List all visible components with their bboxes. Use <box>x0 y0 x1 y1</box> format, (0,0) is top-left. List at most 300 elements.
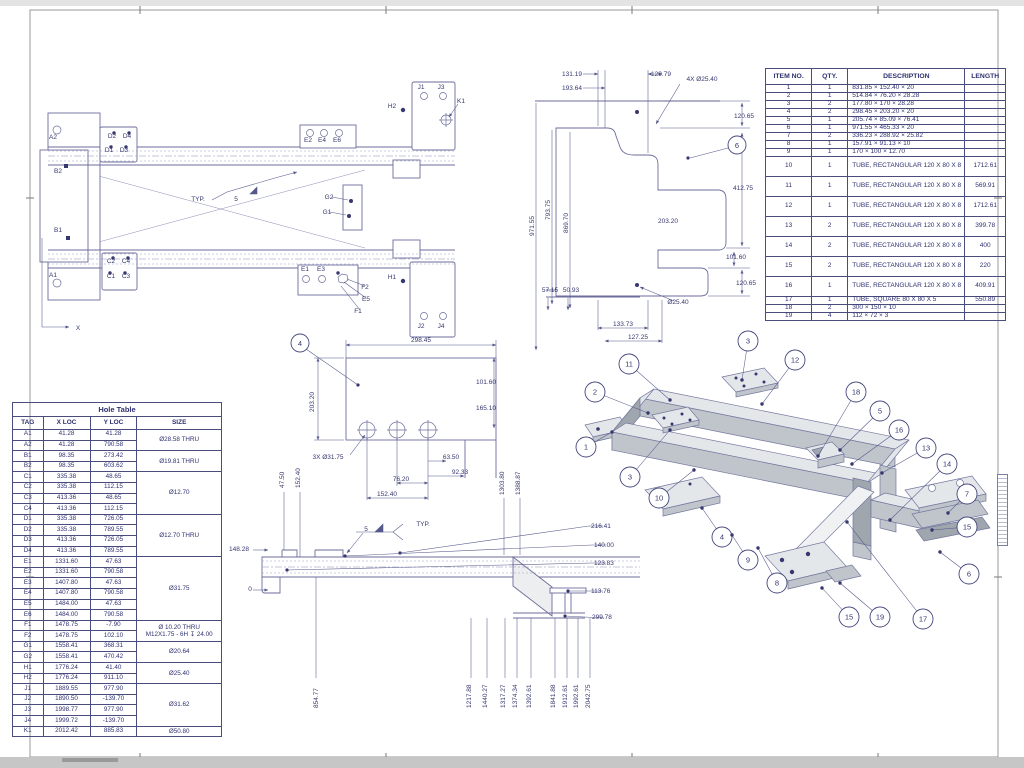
balloon-number: 1 <box>583 442 589 452</box>
bom-cell: TUBE, RECTANGULAR 120 X 80 X 8 <box>848 277 965 297</box>
hole-cell: 726.05 <box>90 514 137 525</box>
bom-cell: 17 <box>766 297 812 305</box>
bom-cell: TUBE, SQUARE 80 X 80 X 5 <box>848 297 965 305</box>
dim-label: 152.40 <box>377 491 397 498</box>
hole-cell: 47.63 <box>90 599 137 610</box>
hole-size-cell: Ø31.75 <box>137 557 222 621</box>
hole-cell: 112.15 <box>90 504 137 515</box>
dim-label: G2 <box>324 194 334 201</box>
hole-cell: 98.35 <box>43 461 90 472</box>
bom-cell: 300 × 150 × 10 <box>848 305 965 313</box>
hole-cell: D4 <box>13 546 44 557</box>
bom-cell: 13 <box>766 217 812 237</box>
bom-cell: TUBE, RECTANGULAR 120 X 80 X 8 <box>848 257 965 277</box>
bom-cell <box>965 117 1006 125</box>
dim-label: F2 <box>361 284 369 291</box>
bom-cell <box>965 313 1006 321</box>
balloon-number: 7 <box>964 489 970 499</box>
dim-label: 4X Ø25.40 <box>686 76 718 83</box>
hole-cell: 1890.50 <box>43 694 90 705</box>
hole-row <box>13 557 222 568</box>
dim-label: 140.00 <box>594 542 614 549</box>
dim-label: K1 <box>457 98 465 105</box>
hole-cell: 41.28 <box>43 440 90 451</box>
hole-size-cell: Ø 10.20 THRU M12X1.75 - 6H ↧ 24.00 <box>137 620 222 641</box>
bom-cell: 400 <box>965 237 1006 257</box>
bom-cell: 1 <box>812 297 848 305</box>
dim-label: J4 <box>437 323 445 330</box>
dim-label: B2 <box>54 168 62 175</box>
balloon-leader-dot <box>668 428 671 431</box>
bom-row <box>766 313 1006 321</box>
bom-cell <box>965 133 1006 141</box>
bom-header: LENGTH <box>965 69 1006 85</box>
bom-row <box>766 217 1006 237</box>
dim-label: 412.75 <box>733 185 753 192</box>
hole-cell: 885.83 <box>90 726 137 737</box>
hole-header: Y LOC <box>90 417 137 430</box>
hole-cell: 1889.55 <box>43 684 90 695</box>
dim-label: J3 <box>437 84 445 91</box>
hole-cell: 112.15 <box>90 482 137 493</box>
balloon-leader-dot <box>838 581 841 584</box>
dim-label: 113.76 <box>591 588 611 595</box>
bom-row <box>766 257 1006 277</box>
dim-label: B1 <box>54 227 62 234</box>
hole-cell: 335.38 <box>43 514 90 525</box>
dim-label: 2042.75 <box>585 684 592 708</box>
bom-cell <box>965 141 1006 149</box>
dim-label: 203.20 <box>309 392 316 412</box>
balloon-number: 3 <box>627 472 633 482</box>
dim-label: H1 <box>387 274 397 281</box>
hole-cell: 413.36 <box>43 493 90 504</box>
hole-cell: A2 <box>13 440 44 451</box>
dim-label: D3 <box>119 147 129 154</box>
bom-cell: 2 <box>812 101 848 109</box>
balloon-leader-dot <box>760 402 763 405</box>
dim-label: J2 <box>417 323 425 330</box>
bom-cell: TUBE, RECTANGULAR 120 X 80 X 8 <box>848 157 965 177</box>
dim-label: 5 <box>234 196 238 203</box>
hole-cell: 335.38 <box>43 482 90 493</box>
balloon-number: 10 <box>654 493 664 503</box>
dim-label: 63.50 <box>442 454 460 461</box>
balloon-leader-dot <box>816 454 819 457</box>
view-isometric-assembly <box>560 330 1010 645</box>
dim-label: 1217.88 <box>466 684 473 708</box>
dim-label: 1912.61 <box>562 684 569 708</box>
dim-label: 299.78 <box>592 614 612 621</box>
bom-cell <box>965 305 1006 313</box>
bom-cell: TUBE, RECTANGULAR 120 X 80 X 8 <box>848 217 965 237</box>
bom-cell: 18 <box>766 305 812 313</box>
hole-cell: 1558.41 <box>43 641 90 652</box>
balloon-number: 18 <box>851 387 861 397</box>
hole-cell: B1 <box>13 451 44 462</box>
dim-label: D1 <box>104 147 114 154</box>
hole-cell: D3 <box>13 535 44 546</box>
hole-row <box>13 641 222 652</box>
bom-cell: 1 <box>812 177 848 197</box>
balloon-leader-dot <box>930 528 933 531</box>
hole-header: SIZE <box>137 417 222 430</box>
dim-label: E2 <box>304 137 312 144</box>
hole-row <box>13 726 222 737</box>
bom-cell: 19 <box>766 313 812 321</box>
balloon-leader-dot <box>646 411 649 414</box>
hole-cell: 603.62 <box>90 461 137 472</box>
hole-cell: 977.90 <box>90 684 137 695</box>
dim-label: 1392.61 <box>526 684 533 708</box>
bom-cell: 177.80 × 170 × 28.28 <box>848 101 965 109</box>
hole-cell: 790.58 <box>90 440 137 451</box>
bom-header: DESCRIPTION <box>848 69 965 85</box>
bom-cell: TUBE, RECTANGULAR 120 X 80 X 8 <box>848 197 965 217</box>
hole-cell: 1478.75 <box>43 620 90 631</box>
hole-cell: D2 <box>13 525 44 536</box>
balloon-leader-dot <box>740 378 743 381</box>
hole-cell: A1 <box>13 430 44 441</box>
view-plate-dimensioned <box>528 58 768 358</box>
top-edge <box>0 0 1024 6</box>
bom-cell: 1 <box>812 93 848 101</box>
hole-size-cell: Ø12.70 <box>137 472 222 514</box>
bom-cell: 971.55 × 465.33 × 20 <box>848 125 965 133</box>
hole-cell: 790.58 <box>90 588 137 599</box>
hole-row <box>13 514 222 525</box>
dim-label: 101.60 <box>726 254 746 261</box>
dim-label: C3 <box>121 273 131 280</box>
hole-cell: C3 <box>13 493 44 504</box>
balloon-number: 13 <box>921 443 931 453</box>
hole-cell: -139.70 <box>90 694 137 705</box>
hole-cell: E4 <box>13 588 44 599</box>
bom-cell: 4 <box>812 313 848 321</box>
hole-cell: 368.31 <box>90 641 137 652</box>
hole-cell: 1776.24 <box>43 673 90 684</box>
bottom-edge <box>0 757 1024 768</box>
bom-cell: 2 <box>812 237 848 257</box>
hole-cell: 977.90 <box>90 705 137 716</box>
dim-label: 1440.27 <box>482 684 489 708</box>
dim-label: 971.55 <box>529 216 536 236</box>
dim-label: 76.20 <box>392 476 410 483</box>
bom-cell: 1 <box>812 117 848 125</box>
dim-label: TYP. <box>191 196 205 203</box>
hole-size-cell: Ø50.80 <box>137 726 222 737</box>
balloon-leader-dot <box>730 533 733 536</box>
bom-cell: 336.23 × 288.92 × 25.82 <box>848 133 965 141</box>
bom-cell: 1 <box>812 125 848 133</box>
balloon-leader-dot <box>845 520 848 523</box>
bom-cell: 298.45 × 203.20 × 20 <box>848 109 965 117</box>
hole-cell: B2 <box>13 461 44 472</box>
dim-label: D2 <box>107 133 117 140</box>
hole-cell: -7.90 <box>90 620 137 631</box>
hole-cell: 413.36 <box>43 546 90 557</box>
dim-label: 193.64 <box>562 85 582 92</box>
hole-cell: 41.28 <box>90 430 137 441</box>
hole-cell: F1 <box>13 620 44 631</box>
hole-cell: C2 <box>13 482 44 493</box>
hole-size-cell: Ø19.81 THRU <box>137 451 222 472</box>
hole-size-cell: Ø20.64 <box>137 641 222 662</box>
balloon-number: 3 <box>745 336 751 346</box>
balloon-number: 19 <box>875 612 885 622</box>
hole-cell: 1331.60 <box>43 557 90 568</box>
bom-row <box>766 157 1006 177</box>
dim-label: 127.25 <box>628 334 648 341</box>
balloon-number: 4 <box>297 339 303 348</box>
bom-cell: 16 <box>766 277 812 297</box>
bom-cell: 220 <box>965 257 1006 277</box>
balloon-number: 6 <box>966 569 972 579</box>
hole-cell: 1998.77 <box>43 705 90 716</box>
hole-row <box>13 430 222 441</box>
dim-label: 1374.34 <box>512 684 519 708</box>
bom-cell: 4 <box>766 109 812 117</box>
hole-cell: 911.10 <box>90 673 137 684</box>
bom-cell: 409.91 <box>965 277 1006 297</box>
hole-cell: 789.55 <box>90 546 137 557</box>
dim-label: C2 <box>106 258 116 265</box>
hole-cell: D1 <box>13 514 44 525</box>
bom-cell: 112 × 72 × 3 <box>848 313 965 321</box>
balloon-leader <box>847 522 923 619</box>
bom-table <box>765 68 1006 321</box>
hole-size-cell: Ø28.58 THRU <box>137 430 222 451</box>
bom-cell: 10 <box>766 157 812 177</box>
bom-cell: 2 <box>812 109 848 117</box>
hole-cell: 335.38 <box>43 472 90 483</box>
dim-label: X <box>75 325 81 332</box>
hole-cell: J2 <box>13 694 44 705</box>
dim-label: 793.75 <box>545 200 552 220</box>
bom-cell: TUBE, RECTANGULAR 120 X 80 X 8 <box>848 177 965 197</box>
hole-cell: 98.35 <box>43 451 90 462</box>
bom-cell <box>965 93 1006 101</box>
dim-label: 5 <box>364 526 368 533</box>
dim-label: 1388.87 <box>515 471 522 495</box>
bom-cell: 8 <box>766 141 812 149</box>
dim-label: E6 <box>333 137 341 144</box>
hole-cell: 413.36 <box>43 504 90 515</box>
bom-cell: 3 <box>766 101 812 109</box>
hole-cell: 47.63 <box>90 557 137 568</box>
bom-cell: 569.91 <box>965 177 1006 197</box>
hole-cell: 1407.80 <box>43 588 90 599</box>
hole-row <box>13 663 222 674</box>
dim-label: 101.60 <box>476 379 496 386</box>
hole-cell: E3 <box>13 578 44 589</box>
bom-cell: 1 <box>812 277 848 297</box>
hole-cell: G2 <box>13 652 44 663</box>
hole-size-cell: Ø31.62 <box>137 684 222 726</box>
dim-label: 131.19 <box>562 71 582 78</box>
hole-cell: 335.38 <box>43 525 90 536</box>
balloon-number: 5 <box>877 406 883 416</box>
bom-row <box>766 277 1006 297</box>
bom-cell: 7 <box>766 133 812 141</box>
bom-cell: 1 <box>812 141 848 149</box>
balloon-leader-dot <box>880 471 883 474</box>
hole-cell: 47.63 <box>90 578 137 589</box>
bom-cell: 1712.61 <box>965 197 1006 217</box>
hole-cell: 470.42 <box>90 652 137 663</box>
bom-header: QTY. <box>812 69 848 85</box>
hole-cell: 273.42 <box>90 451 137 462</box>
hole-row <box>13 451 222 462</box>
bom-cell: 2 <box>766 93 812 101</box>
dim-label: 120.65 <box>736 280 756 287</box>
hole-cell: 1407.80 <box>43 578 90 589</box>
bom-cell <box>965 125 1006 133</box>
hole-table <box>12 402 222 737</box>
hole-cell: J1 <box>13 684 44 695</box>
hole-cell: J4 <box>13 716 44 727</box>
hole-cell: 41.28 <box>43 430 90 441</box>
bom-cell: 11 <box>766 177 812 197</box>
hole-cell: C1 <box>13 472 44 483</box>
bom-cell <box>965 109 1006 117</box>
dim-label: F1 <box>354 308 362 315</box>
balloon-leader-dot <box>938 550 941 553</box>
dim-label: 869.70 <box>563 213 570 233</box>
bom-cell: 6 <box>766 125 812 133</box>
balloon-number: 4 <box>719 532 725 542</box>
bom-cell: 2 <box>812 133 848 141</box>
hole-cell: 790.58 <box>90 610 137 621</box>
dim-label: 92.33 <box>451 469 469 476</box>
bom-cell <box>965 85 1006 93</box>
hole-header: X LOC <box>43 417 90 430</box>
bom-cell <box>965 149 1006 157</box>
bom-cell: 1 <box>766 85 812 93</box>
balloon-leader-dot <box>820 586 823 589</box>
dim-label: 0 <box>248 586 252 593</box>
bom-cell: 205.74 × 85.09 × 76.41 <box>848 117 965 125</box>
bom-row <box>766 237 1006 257</box>
dim-label: Ø25.40 <box>667 299 689 306</box>
bom-cell: 9 <box>766 149 812 157</box>
view-top-frame <box>35 80 465 347</box>
hole-cell: 789.55 <box>90 525 137 536</box>
dim-label: C4 <box>121 258 131 265</box>
bom-cell: 170 × 100 × 12.70 <box>848 149 965 157</box>
dim-label: 854.77 <box>313 688 320 708</box>
bom-cell: 1712.61 <box>965 157 1006 177</box>
bom-row <box>766 149 1006 157</box>
bom-cell: 2 <box>812 257 848 277</box>
dim-label: E5 <box>362 296 370 303</box>
hole-cell: 41.40 <box>90 663 137 674</box>
dim-label: 50.93 <box>562 287 580 294</box>
hole-cell: E5 <box>13 599 44 610</box>
dim-label: D4 <box>122 133 132 140</box>
dim-label: 216.41 <box>591 523 611 530</box>
hole-cell: 1484.00 <box>43 599 90 610</box>
balloon-leader-dot <box>700 506 703 509</box>
hole-cell: 102.10 <box>90 631 137 642</box>
dim-label: C1 <box>106 273 116 280</box>
hole-header: TAG <box>13 417 44 430</box>
dim-label: 129.79 <box>651 71 671 78</box>
hole-cell: 1484.00 <box>43 610 90 621</box>
hole-cell: 1331.60 <box>43 567 90 578</box>
hole-cell: 1776.24 <box>43 663 90 674</box>
balloon-number: 8 <box>774 578 780 588</box>
dim-label: G1 <box>322 209 332 216</box>
bom-cell: 15 <box>766 257 812 277</box>
hole-cell: E6 <box>13 610 44 621</box>
hole-cell: C4 <box>13 504 44 515</box>
dim-label: 1992.61 <box>573 684 580 708</box>
dim-label: TYP. <box>416 521 430 528</box>
dim-label: 57.15 <box>541 287 559 294</box>
balloon-number: 15 <box>962 522 972 532</box>
bom-cell: 831.85 × 152.40 × 20 <box>848 85 965 93</box>
hole-cell: 413.36 <box>43 535 90 546</box>
balloon-number: 17 <box>918 614 928 624</box>
bom-header: ITEM NO. <box>766 69 812 85</box>
hole-size-cell: Ø12.70 THRU <box>137 514 222 556</box>
dim-label: 123.83 <box>594 560 614 567</box>
hole-cell: 726.05 <box>90 535 137 546</box>
bom-cell: 12 <box>766 197 812 217</box>
dim-label: 120.65 <box>734 113 754 120</box>
hole-cell: F2 <box>13 631 44 642</box>
hole-cell: 48.65 <box>90 493 137 504</box>
dim-label: 133.73 <box>613 321 633 328</box>
dim-label: A2 <box>49 134 57 141</box>
dim-label: 152.40 <box>295 468 302 488</box>
hole-cell: J3 <box>13 705 44 716</box>
hole-cell: H1 <box>13 663 44 674</box>
hole-cell: E2 <box>13 567 44 578</box>
hole-row <box>13 684 222 695</box>
dim-label: 298.45 <box>411 337 431 344</box>
dim-label: A1 <box>49 272 57 279</box>
bom-cell: TUBE, RECTANGULAR 120 X 80 X 8 <box>848 237 965 257</box>
balloon-leader-dot <box>850 462 853 465</box>
bom-row <box>766 197 1006 217</box>
dim-label: J1 <box>417 84 425 91</box>
balloon-number: 6 <box>734 141 740 150</box>
hole-cell: 2012.42 <box>43 726 90 737</box>
balloon-leader-dot <box>756 546 759 549</box>
balloon-leader-dot <box>610 430 613 433</box>
hole-cell: 48.65 <box>90 472 137 483</box>
bom-cell: 1 <box>812 149 848 157</box>
balloon-leader-dot <box>668 398 671 401</box>
balloon-number: 11 <box>625 359 633 369</box>
hole-cell: E1 <box>13 557 44 568</box>
hole-cell: 1478.75 <box>43 631 90 642</box>
bom-cell: 157.91 × 91.13 × 10 <box>848 141 965 149</box>
dim-label: 1841.88 <box>550 684 557 708</box>
bom-row <box>766 177 1006 197</box>
dim-label: E4 <box>318 137 326 144</box>
bom-cell: 2 <box>812 217 848 237</box>
balloon-number: 9 <box>745 555 751 565</box>
balloon-leader-dot <box>946 511 949 514</box>
hole-cell: H2 <box>13 673 44 684</box>
bom-cell: 14 <box>766 237 812 257</box>
hole-cell: 1999.72 <box>43 716 90 727</box>
dim-label: 3X Ø31.75 <box>312 454 344 461</box>
dim-label: 203.20 <box>658 218 678 225</box>
